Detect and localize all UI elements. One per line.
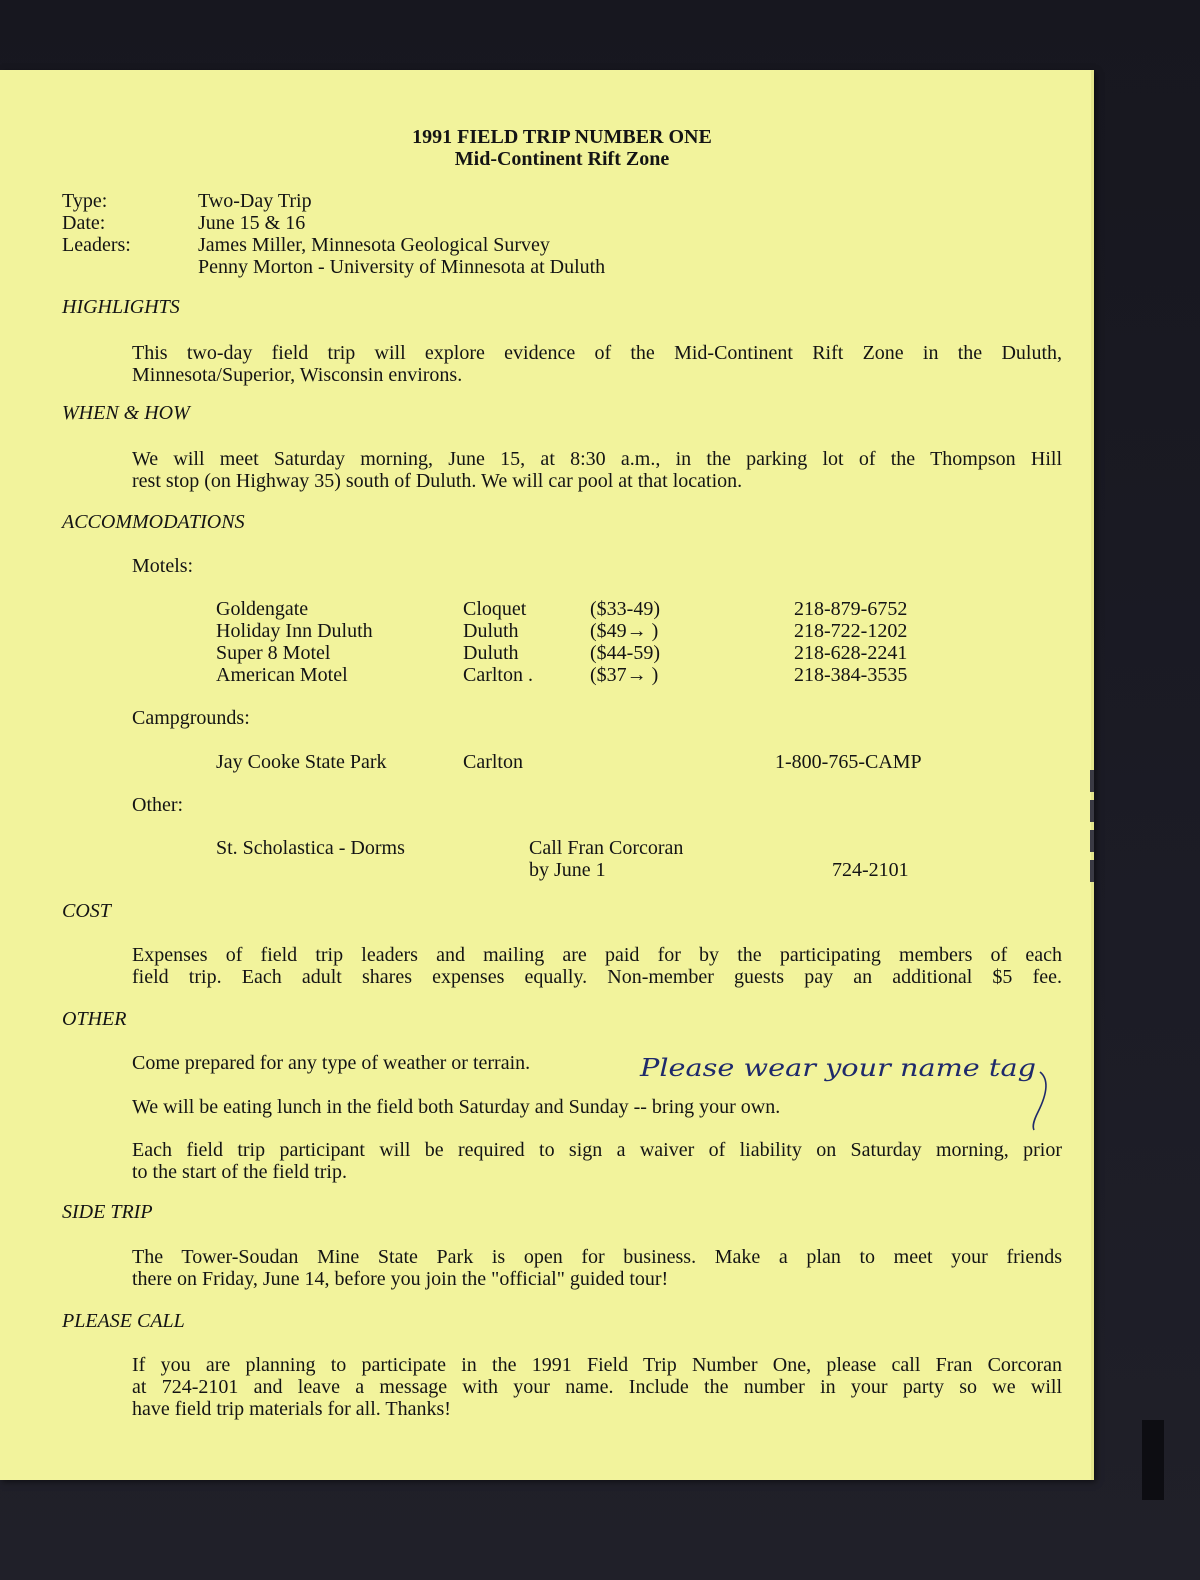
other-weather-text: Come prepared for any type of weather or terrain. — [132, 1052, 531, 1074]
leader-1: James Miller, Minnesota Geological Survey — [198, 234, 550, 256]
cost-text — [132, 944, 1062, 988]
motels-label: Motels: — [132, 555, 194, 577]
motel-city: Duluth — [463, 620, 519, 642]
leader-2: Penny Morton - University of Minnesota at Duluth — [198, 256, 606, 278]
campground-phone: 1-800-765-CAMP — [775, 751, 922, 773]
motel-phone: 218-879-6752 — [794, 598, 908, 620]
motel-price: ($37→ ) — [590, 664, 659, 686]
other-waiver-line-2: to the start of the field trip. — [132, 1161, 347, 1183]
highlights-line-2: Minnesota/Superior, Wisconsin environs. — [132, 364, 463, 386]
when-how-text — [132, 448, 1062, 492]
cost-line-1: Expenses of field trip leaders and mailing are paid for by the participating members of each — [132, 944, 1062, 966]
motel-phone: 218-628-2241 — [794, 642, 908, 664]
binder-mark — [1090, 770, 1094, 792]
campground-name: Jay Cooke State Park — [216, 751, 387, 773]
other-accommodation-label: Other: — [132, 794, 184, 816]
campground-city: Carlton — [463, 751, 523, 773]
motel-name: Goldengate — [216, 598, 309, 620]
highlights-text — [132, 342, 1062, 386]
handwritten-note — [636, 1052, 1066, 1132]
binder-mark — [1090, 830, 1094, 852]
binder-mark — [1090, 800, 1094, 822]
handwritten-note-text: Please wear your name tag — [638, 1054, 1036, 1082]
other-lunch-text: We will be eating lunch in the field both Saturday and Sunday -- bring your own. — [132, 1096, 781, 1118]
side-trip-text — [132, 1246, 1062, 1290]
flyer-page — [0, 70, 1094, 1480]
section-heading-cost: COST — [62, 900, 111, 922]
section-heading-highlights: HIGHLIGHTS — [62, 296, 180, 318]
side-trip-line-1: The Tower-Soudan Mine State Park is open for business. Make a plan to meet your friends — [132, 1246, 1062, 1268]
motel-price: ($33-49) — [590, 598, 660, 620]
page-title: 1991 FIELD TRIP NUMBER ONE — [412, 126, 712, 148]
date-value: June 15 & 16 — [198, 212, 306, 234]
please-call-line-1: If you are planning to participate in the 1991 Field Trip Number One, please call Fran Corcoran — [132, 1354, 1062, 1376]
page-subtitle: Mid-Continent Rift Zone — [454, 148, 670, 170]
other-waiver-text — [132, 1139, 1062, 1183]
other-accommodation-contact: Call Fran Corcoran — [529, 837, 684, 859]
other-accommodation-deadline: by June 1 — [529, 859, 606, 881]
other-waiver-line-1: Each field trip participant will be required to sign a waiver of liability on Saturday morning, prior — [132, 1139, 1062, 1161]
leaders-label: Leaders: — [62, 234, 131, 256]
type-label: Type: — [62, 190, 108, 212]
when-how-line-2: rest stop (on Highway 35) south of Duluth. We will car pool at that location. — [132, 470, 743, 492]
section-heading-other: OTHER — [62, 1008, 127, 1030]
motel-phone: 218-384-3535 — [794, 664, 908, 686]
please-call-line-2: at 724-2101 and leave a message with your name. Include the number in your party so we will — [132, 1376, 1062, 1398]
other-accommodation-name: St. Scholastica - Dorms — [216, 837, 405, 859]
motel-phone: 218-722-1202 — [794, 620, 908, 642]
binder-mark — [1090, 860, 1094, 882]
motel-name: American Motel — [216, 664, 348, 686]
date-label: Date: — [62, 212, 106, 234]
motel-city: Carlton . — [463, 664, 533, 686]
type-value: Two-Day Trip — [198, 190, 312, 212]
motel-city: Duluth — [463, 642, 519, 664]
side-trip-line-2: there on Friday, June 14, before you join the "official" guided tour! — [132, 1268, 669, 1290]
when-how-line-1: We will meet Saturday morning, June 15, at 8:30 a.m., in the parking lot of the Thompson Hill — [132, 448, 1062, 470]
section-heading-please-call: PLEASE CALL — [62, 1310, 185, 1332]
section-heading-side-trip: SIDE TRIP — [62, 1201, 153, 1223]
section-heading-accommodations: ACCOMMODATIONS — [62, 511, 245, 533]
please-call-line-3: have field trip materials for all. Thanks! — [132, 1398, 451, 1420]
motel-name: Holiday Inn Duluth — [216, 620, 373, 642]
motel-name: Super 8 Motel — [216, 642, 331, 664]
motel-price: ($44-59) — [590, 642, 660, 664]
other-accommodation-phone: 724-2101 — [832, 859, 909, 881]
scanner-shadow — [1142, 1420, 1164, 1500]
please-call-text — [132, 1354, 1062, 1420]
cost-line-2: field trip. Each adult shares expenses equally. Non-member guests pay an additional $5 fee. — [132, 966, 1062, 988]
motel-price: ($49→ ) — [590, 620, 659, 642]
campgrounds-label: Campgrounds: — [132, 707, 250, 729]
motel-city: Cloquet — [463, 598, 527, 620]
highlights-line-1: This two-day field trip will explore evidence of the Mid-Continent Rift Zone in the Duluth, — [132, 342, 1062, 364]
section-heading-when-how: WHEN & HOW — [62, 402, 190, 424]
